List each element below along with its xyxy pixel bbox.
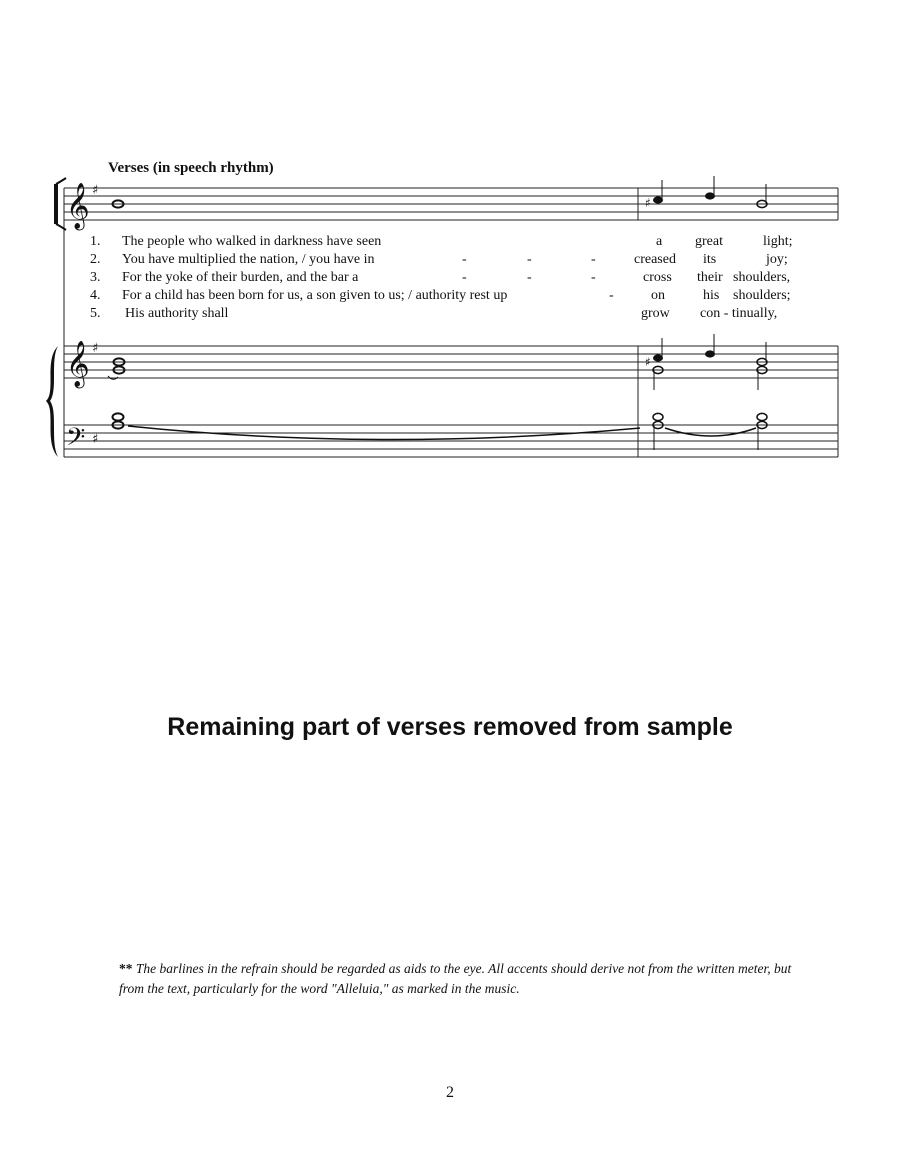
verse-text: For a child has been born for us, a son given to us; / authority rest up	[122, 288, 508, 303]
treble-clef-icon: 𝄞	[66, 183, 90, 229]
voice-staff	[64, 188, 838, 220]
piano-brace	[46, 346, 58, 457]
verse-number: 4.	[90, 288, 101, 303]
sharp-icon: ♯	[645, 196, 651, 210]
verse-line	[0, 234, 900, 252]
verse-line	[0, 252, 900, 270]
sharp-icon: ♯	[92, 183, 99, 198]
verse-end-word: their	[697, 270, 723, 285]
whole-note	[113, 413, 124, 420]
verse-end-word: shoulders;	[733, 288, 791, 303]
verse-end-word: creased	[634, 252, 676, 267]
hyphen: -	[527, 252, 532, 267]
tie	[665, 428, 756, 436]
verse-end-word: his	[703, 288, 720, 303]
verse-end-word: its	[703, 252, 717, 267]
hyphen: -	[591, 252, 596, 267]
footnote	[119, 959, 799, 999]
verse-end-word: great	[695, 234, 723, 249]
page-number: 2	[446, 1084, 454, 1101]
section-title: Verses (in speech rhythm)	[108, 160, 274, 176]
verse-end-word: cross	[643, 270, 672, 285]
verse-number: 3.	[90, 270, 101, 285]
hyphen: -	[462, 252, 467, 267]
verse-line	[0, 288, 900, 306]
hyphen: -	[609, 288, 614, 303]
verse-text: You have multiplied the nation, / you have in	[122, 252, 375, 267]
removed-content-notice: Remaining part of verses removed from sample	[167, 713, 733, 741]
verse-end-word: shoulders,	[733, 270, 791, 285]
verse-text: His authority shall	[125, 306, 229, 321]
sharp-icon: ♯	[92, 341, 99, 356]
verse-number: 5.	[90, 306, 101, 321]
bass-clef-icon: 𝄢	[66, 423, 86, 458]
verse-end-word: grow	[641, 306, 670, 321]
half-note	[757, 413, 767, 420]
verse-end-word: light;	[763, 234, 793, 249]
treble-clef-icon: 𝄞	[66, 341, 90, 387]
verse-number: 2.	[90, 252, 101, 267]
piano-bass-staff	[64, 425, 838, 457]
hyphen: -	[527, 270, 532, 285]
footnote-text: The barlines in the refrain should be regarded as aids to the eye. All accents should derive not from the written meter, but from the text, particularly for the word "Alleluia," as marked in the music.	[119, 961, 792, 996]
verse-end-word: con - tinually,	[700, 306, 778, 321]
hyphen: -	[591, 270, 596, 285]
verse-end-word: a	[656, 234, 663, 249]
footnote-marker: **	[119, 961, 133, 976]
verse-text: For the yoke of their burden, and the bar a	[122, 270, 359, 285]
verse-line	[0, 270, 900, 288]
verse-line	[0, 306, 900, 324]
hyphen: -	[462, 270, 467, 285]
sharp-icon: ♯	[645, 355, 651, 369]
verse-end-word: joy;	[766, 252, 788, 267]
sharp-icon: ♯	[92, 432, 99, 447]
verse-number: 1.	[90, 234, 101, 249]
verse-end-word: on	[651, 288, 665, 303]
half-note	[653, 413, 663, 420]
piano-treble-staff	[64, 346, 838, 378]
verse-text: The people who walked in darkness have seen	[122, 234, 382, 249]
